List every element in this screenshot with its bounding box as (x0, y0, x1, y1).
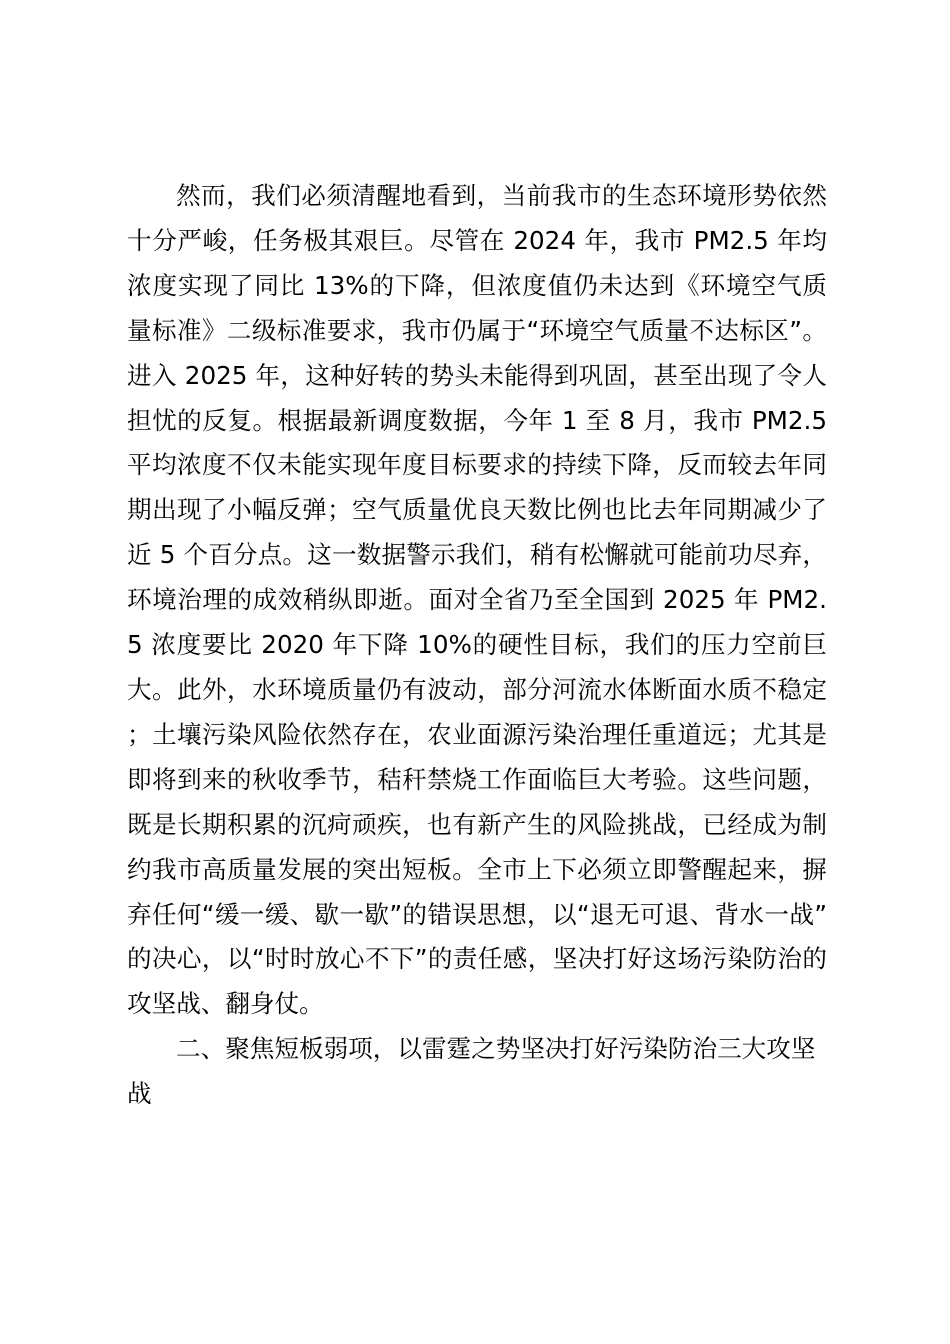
document-body (127, 174, 827, 1117)
section-heading: 二、聚焦短板弱项，以雷霆之势坚决打好污染防治三大攻坚战 (127, 1034, 816, 1109)
body-paragraph: 然而，我们必须清醒地看到，当前我市的生态环境形势依然十分严峻，任务极其艰巨。尽管在 2024 年，我市 PM2.5 年均浓度实现了同比 13%的下降，但浓度值仍未达到《环境空气质量标准》二级标准要求，我市仍属于“环境空气质量不达标区”。进入 2025 年，这种好转的势头未能得到巩固，甚至出现了令人担忧的反复。根据最新调度数据，今年 1 至 8 月，我市 PM2.5 平均浓度不仅未能实现年度目标要求的持续下降，反而较去年同期出现了小幅反弹；空气质量优良天数比例也比去年同期减少了近 5 个百分点。这一数据警示我们，稍有松懈就可能前功尽弃，环境治理的成效稍纵即逝。面对全省乃至全国到 2025 年 PM2.5 浓度要比 2020 年下降 10%的硬性目标，我们的压力空前巨大。此外，水环境质量仍有波动，部分河流水体断面水质不稳定；土壤污染风险依然存在，农业面源污染治理任重道远；尤其是即将到来的秋收季节，秸秆禁烧工作面临巨大考验。这些问题，既是长期积累的沉疴顽疾，也有新产生的风险挑战，已经成为制约我市高质量发展的突出短板。全市上下必须立即警醒起来，摒弃任何“缓一缓、歇一歇”的错误思想，以“退无可退、背水一战”的决心，以“时时放心不下”的责任感，坚决打好这场污染防治的攻坚战、翻身仗。 (127, 181, 827, 1019)
